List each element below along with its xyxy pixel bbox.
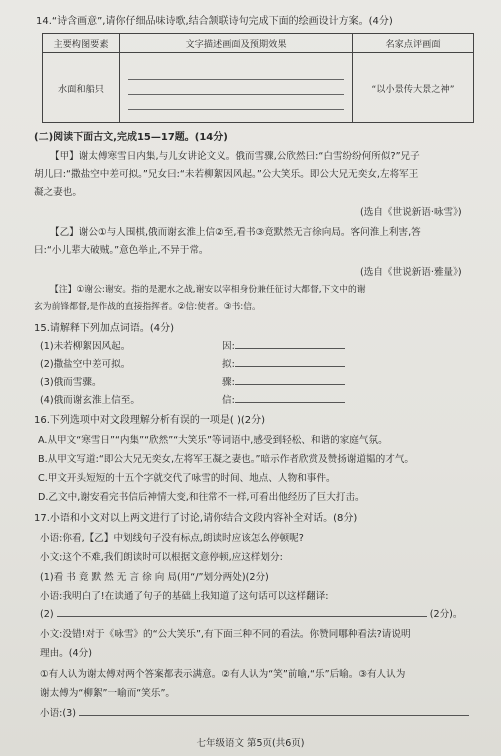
passage-b-line: 曰:“小儿辈大破贼。”意色举止,不异于常。 xyxy=(34,245,209,256)
q17-blank-label: 小语:(3) xyxy=(40,708,77,719)
dialogue-line: 小文:这个不难,我们朗读时可以根据文意停顿,应这样划分: xyxy=(40,552,283,563)
answer-line xyxy=(79,715,469,716)
dialogue-line: ①有人认为谢太傅对两个答案都表示满意。②有人认为“笑”前喻,“乐”后喻。③有人认为 xyxy=(40,669,406,680)
q17-blank-label: (2) xyxy=(40,609,54,620)
notes-line: 【注】①谢公:谢安。指的是淝水之战,谢安以宰相身份兼任征讨大都督,下文中的谢 xyxy=(50,285,366,295)
answer-line xyxy=(235,384,345,385)
table-cell-comment: “以小景传大景之神” xyxy=(353,53,474,123)
dialogue-line: 谢太傅为“柳絮”一喻而“笑乐”。 xyxy=(40,688,176,699)
q15-blank-label: 骤: xyxy=(222,377,235,388)
q15-item-2: (2)撒盐空中差可拟。 xyxy=(40,359,131,370)
q17-blank-score: (2分)。 xyxy=(429,609,463,620)
q15-item-4: (4)俄而谢玄淮上信至。 xyxy=(40,395,140,406)
q15-stem: 15.请解释下列加点词语。(4分) xyxy=(34,323,175,334)
passage-a-source: (选自《世说新语·咏雪》) xyxy=(360,207,462,218)
table-header-description: 文字描述画面及预期效果 xyxy=(120,34,353,53)
q15-blank-3[interactable] xyxy=(222,376,345,389)
answer-line xyxy=(57,616,427,617)
q14-stem: 14.“诗含画意”,请你仔细品味诗歌,结合颔联诗句完成下面的绘画设计方案。(4分) xyxy=(36,16,393,27)
q15-blank-label: 因: xyxy=(222,341,235,352)
table-header-comment: 名家点评画面 xyxy=(353,34,474,53)
passage-b-source: (选自《世说新语·雅量》) xyxy=(360,267,462,278)
q15-blank-label: 信: xyxy=(222,395,235,406)
passage-a-line: 凝之妻也。 xyxy=(34,187,82,198)
answer-line xyxy=(235,348,345,349)
page-footer: 七年级语文 第5页(共6页) xyxy=(196,738,305,749)
table-cell-element: 水面和船只 xyxy=(43,53,120,123)
table-cell-description-blank[interactable] xyxy=(120,53,353,123)
notes-line: 玄为前锋都督,是作战的直接指挥者。②信:使者。③书:信。 xyxy=(34,302,261,312)
q17-stem: 17.小语和小文对以上两文进行了讨论,请你结合文段内容补全对话。(8分) xyxy=(34,513,358,524)
q16-option-b[interactable]: B.从甲文写道:“即公大兄无奕女,左将军王凝之妻也。”暗示作者欣赏及赞扬谢道韫的才气。 xyxy=(38,454,415,465)
answer-line xyxy=(235,366,345,367)
answer-line xyxy=(235,402,345,403)
q15-blank-4[interactable] xyxy=(222,394,345,407)
section-title: (二)阅读下面古文,完成15—17题。(14分) xyxy=(34,132,228,143)
q17-blank-2[interactable] xyxy=(40,608,463,621)
q15-blank-2[interactable] xyxy=(222,358,345,371)
dialogue-line: 理由。(4分) xyxy=(40,648,92,659)
q15-blank-1[interactable] xyxy=(222,340,345,353)
q16-option-a[interactable]: A.从甲文“寒雪日”“内集”“欣然”“大笑乐”等词语中,感受到轻松、和谐的家庭气氛。 xyxy=(38,435,388,446)
passage-b-line: 【乙】谢公①与人围棋,俄而谢玄淮上信②至,看书③竟默然无言徐向局。客问淮上利害,答 xyxy=(50,227,421,238)
answer-line xyxy=(128,65,344,80)
answer-line xyxy=(128,95,344,110)
dialogue-line: 小文:没错!对于《咏雪》的“公大笑乐”,有下面三种不同的看法。你赞同哪种看法?请说明 xyxy=(40,629,411,640)
q17-blank-3[interactable] xyxy=(40,707,469,720)
q14-design-table xyxy=(42,33,474,123)
q15-item-3: (3)俄而雪骤。 xyxy=(40,377,102,388)
dialogue-line: (1)看 书 竟 默 然 无 言 徐 向 局(用“/”划分两处)(2分) xyxy=(40,572,269,583)
q15-blank-label: 拟: xyxy=(222,359,235,370)
q16-option-d[interactable]: D.乙文中,谢安看完书信后神情大变,和往常不一样,可看出他经历了巨大打击。 xyxy=(38,492,365,503)
dialogue-line: 小语:我明白了!在读通了句子的基础上我知道了这句话可以这样翻译: xyxy=(40,591,329,602)
passage-a-line: 【甲】谢太傅寒雪日内集,与儿女讲论文义。俄而雪骤,公欣然曰:“白雪纷纷何所似?”兄子 xyxy=(50,151,420,162)
q16-stem: 16.下列选项中对文段理解分析有误的一项是( )(2分) xyxy=(34,415,266,426)
q16-option-c[interactable]: C.甲文开头短短的十五个字就交代了咏雪的时间、地点、人物和事件。 xyxy=(38,473,336,484)
answer-line xyxy=(128,80,344,95)
dialogue-line: 小语:你看,【乙】中划线句子没有标点,朗读时应该怎么停顿呢? xyxy=(40,533,304,544)
table-header-elements: 主要构图要素 xyxy=(43,34,120,53)
q15-item-1: (1)未若柳絮因风起。 xyxy=(40,341,131,352)
passage-a-line: 胡儿曰:“撒盐空中差可拟。”兄女曰:“未若柳絮因风起。”公大笑乐。即公大兄无奕女,左将军王 xyxy=(34,169,419,180)
